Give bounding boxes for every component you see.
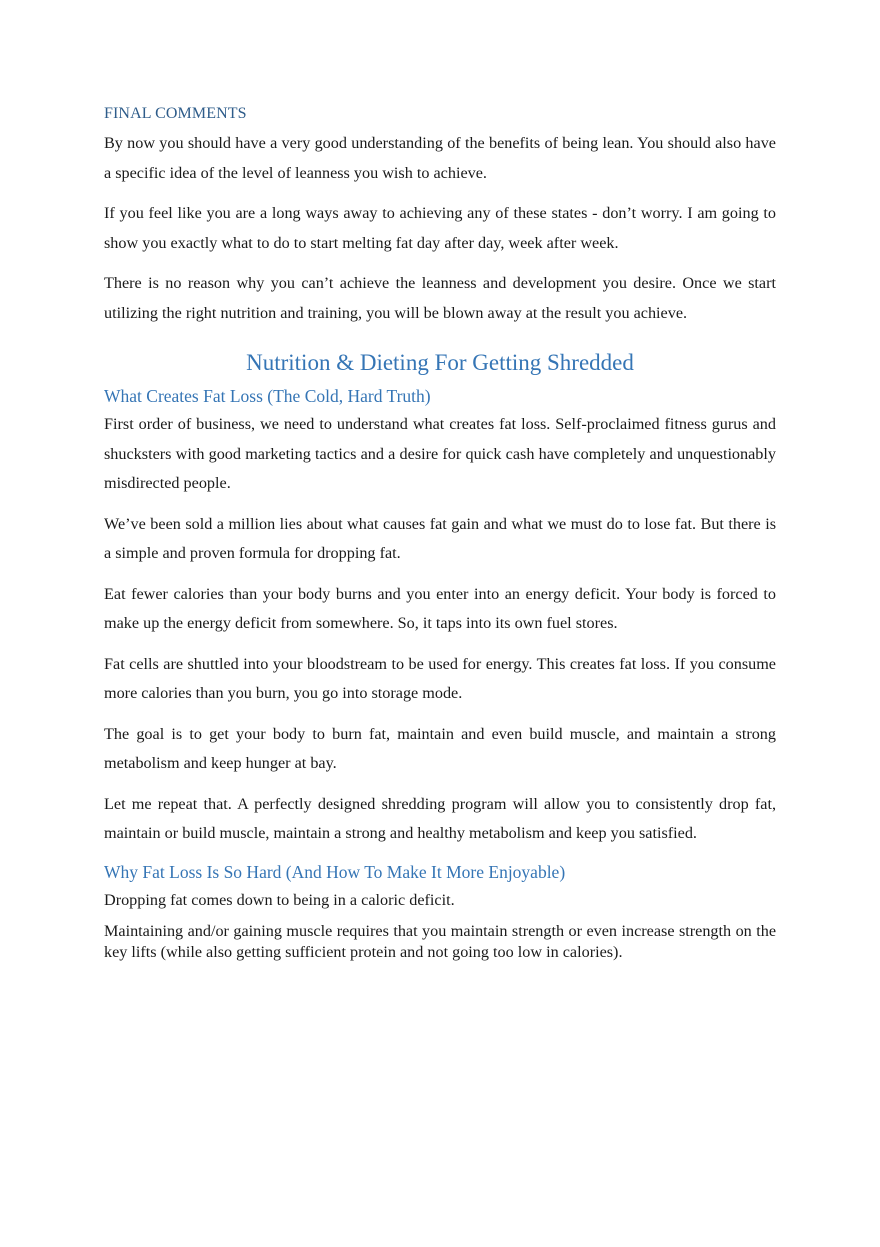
fat-loss-paragraph-3: Eat fewer calories than your body burns and you enter into an energy deficit. Your body is forced to make up the energy deficit from somewhere. So, it taps into its own fuel stores.: [104, 584, 776, 632]
fat-loss-paragraph-6: Let me repeat that. A perfectly designed shredding program will allow you to consistently drop fat, maintain or build muscle, maintain a strong and healthy metabolism and keep you satisfied.: [104, 794, 776, 842]
document-page: [104, 103, 776, 977]
fat-loss-paragraph-1: First order of business, we need to understand what creates fat loss. Self-proclaimed fitness gurus and shucksters with good marketing tactics and a desire for quick cash have completely and unquestionably misdirected people.: [104, 415, 776, 492]
final-comments-paragraph-3: There is no reason why you can’t achieve the leanness and development you desire. Once we start utilizing the right nutrition and training, you will be blown away at the result you achieve.: [104, 274, 776, 322]
why-hard-paragraph-2: Maintaining and/or gaining muscle requires that you maintain strength or even increase strength on the key lifts (while also getting sufficient protein and not going too low in calories).: [104, 922, 776, 961]
fat-loss-paragraph-5: The goal is to get your body to burn fat, maintain and even build muscle, and maintain a strong metabolism and keep hunger at bay.: [104, 724, 776, 772]
why-hard-heading: Why Fat Loss Is So Hard (And How To Make It More Enjoyable): [104, 861, 566, 882]
fat-loss-heading: What Creates Fat Loss (The Cold, Hard Truth): [104, 386, 431, 406]
chapter-title: Nutrition & Dieting For Getting Shredded: [246, 350, 634, 375]
final-comments-paragraph-2: If you feel like you are a long ways away to achieving any of these states - don’t worry. I am going to show you exactly what to do to start melting fat day after day, week after week.: [104, 204, 776, 252]
why-hard-paragraph-1: Dropping fat comes down to being in a caloric deficit.: [104, 890, 455, 909]
fat-loss-paragraph-2: We’ve been sold a million lies about what causes fat gain and what we must do to lose fat. But there is a simple and proven formula for dropping fat.: [104, 514, 776, 562]
fat-loss-paragraph-4: Fat cells are shuttled into your bloodstream to be used for energy. This creates fat loss. If you consume more calories than you burn, you go into storage mode.: [104, 654, 776, 702]
final-comments-heading: FINAL COMMENTS: [104, 105, 247, 122]
final-comments-paragraph-1: By now you should have a very good understanding of the benefits of being lean. You should also have a specific idea of the level of leanness you wish to achieve.: [104, 134, 776, 182]
